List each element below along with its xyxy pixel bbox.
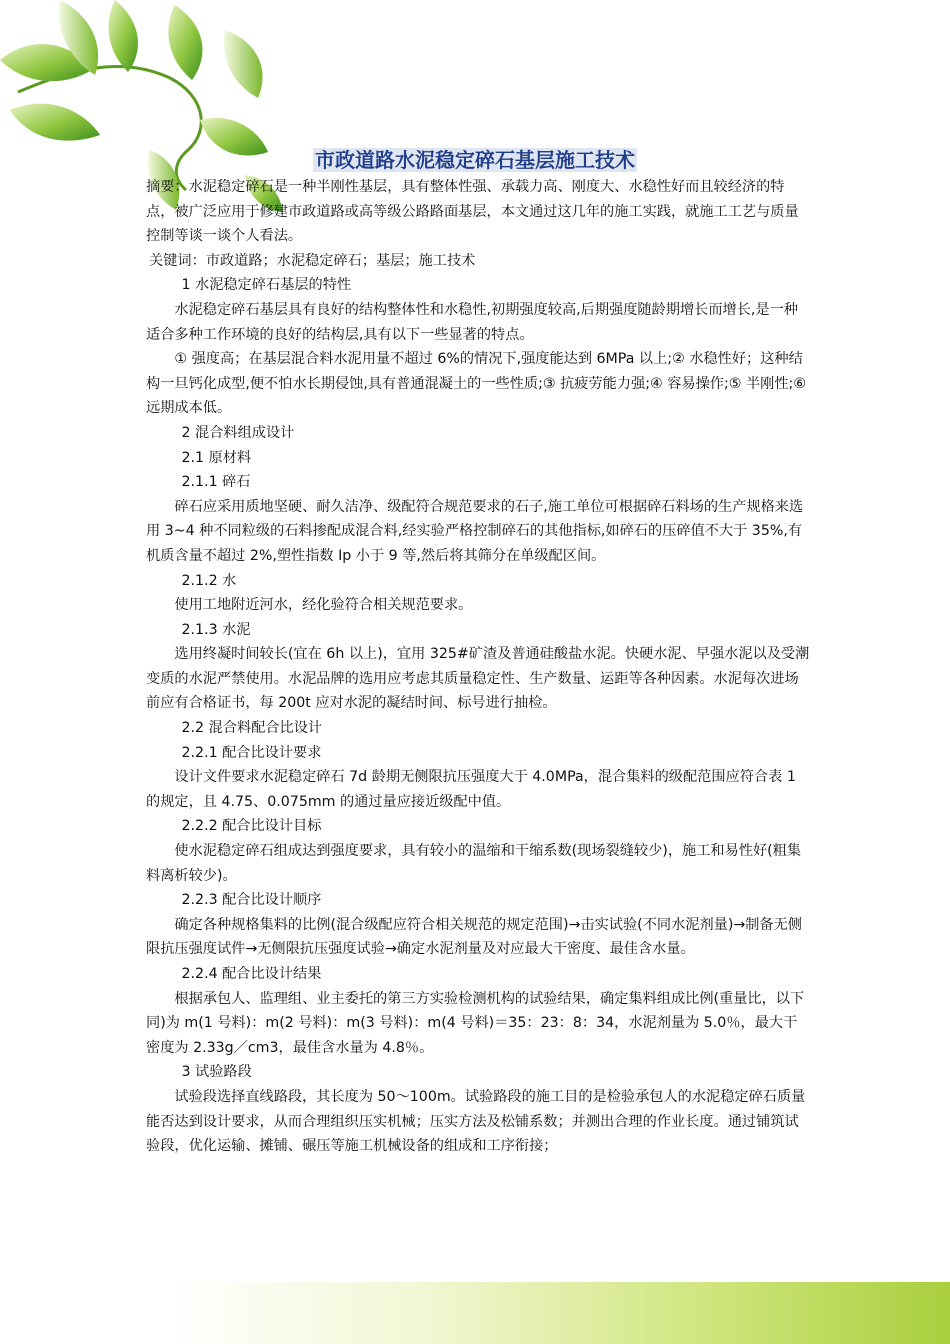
section-heading: 2 混合料组成设计 bbox=[181, 424, 295, 441]
subsection-heading: 2.1.1 碎石 bbox=[181, 474, 251, 491]
subsection-heading: 2.1.2 水 bbox=[181, 572, 237, 589]
leaf-shape bbox=[168, 5, 202, 80]
section-heading: 1 水泥稳定碎石基层的特性 bbox=[181, 277, 352, 294]
leaf-shape bbox=[10, 104, 100, 141]
paragraph: 碎石应采用质地坚硬、耐久洁净、级配符合规范要求的石子,施工单位可根据碎石料场的生产规格来选用 3~4 种不同粒级的石料掺配成混合料,经实验严格控制碎石的其他指标,如碎石的压碎值不大于 35%,有机质含量不超过 2%,塑性指数 Ip 小于 9 等,然后将其筛分在单级配区间。 bbox=[146, 498, 804, 564]
subsection-heading: 2.2.3 配合比设计顺序 bbox=[181, 892, 322, 909]
paragraph: 选用终凝时间较长(宜在 6h 以上)，宜用 325#矿渣及普通硅酸盐水泥。快硬水泥、早强水泥以及受潮变质的水泥严禁使用。水泥品牌的选用应考虑其质量稳定性、生产数量、运距等各种因素。水泥每次进场前应有合格证书，每 200t 应对水泥的凝结时间、标号进行抽检。 bbox=[146, 646, 810, 712]
subsection-heading: 2.1.3 水泥 bbox=[181, 621, 251, 638]
paragraph: 水泥稳定碎石基层具有良好的结构整体性和水稳性,初期强度较高,后期强度随龄期增长而增长,是一种适合多种工作环境的良好的结构层,具有以下一些显著的特点。 bbox=[146, 301, 798, 343]
keywords: 关键词：市政道路；水泥稳定碎石；基层；施工技术 bbox=[149, 252, 476, 269]
paragraph: 使用工地附近河水，经化验符合相关规范要求。 bbox=[174, 597, 473, 614]
paragraph: 使水泥稳定碎石组成达到强度要求，具有较小的温缩和干缩系数(现场裂缝较少)，施工和易性好(粗集料离析较少)。 bbox=[146, 843, 802, 884]
leaf-shape bbox=[224, 30, 263, 98]
paragraph: 试验段选择直线路段，其长度为 50～100m。试验路段的施工目的是检验承包人的水泥稳定碎石质量能否达到设计要求，从而合理组织压实机械；压实方法及松铺系数；并测出合理的作业长度。通过铺筑试验段，优化运输、摊铺、碾压等施工机械设备的组成和工序衔接； bbox=[146, 1088, 806, 1155]
footer-gradient-band bbox=[0, 1282, 950, 1344]
paragraph: ① 强度高；在基层混合料水泥用量不超过 6%的情况下,强度能达到 6MPa 以上;② 水稳性好；这种结构一旦钙化成型,便不怕水长期侵蚀,具有普通混凝土的一些性质;③ 抗疲劳能力强;④ 容易操作;⑤ 半刚性;⑥ 远期成本低。 bbox=[146, 351, 807, 417]
subsection-heading: 2.1 原材料 bbox=[181, 449, 252, 466]
leaf-shape bbox=[109, 0, 138, 72]
abstract: 摘要：水泥稳定碎石是一种半刚性基层，具有整体性强、承载力高、刚度大、水稳性好而且较经济的特点，被广泛应用于修建市政道路或高等级公路路面基层，本文通过这几年的施工实践，就施工工艺与质量控制等谈一谈个人看法。 bbox=[146, 179, 799, 245]
subsection-heading: 2.2.1 配合比设计要求 bbox=[181, 744, 322, 761]
subsection-heading: 2.2.2 配合比设计目标 bbox=[181, 818, 322, 835]
document-title: 市政道路水泥稳定碎石基层施工技术 bbox=[315, 148, 635, 172]
subsection-heading: 2.2 混合料配合比设计 bbox=[181, 720, 323, 737]
paragraph: 根据承包人、监理组、业主委托的第三方实验检测机构的试验结果，确定集料组成比例(重量比，以下同)为 m(1 号料)：m(2 号料)：m(3 号料)：m(4 号料)＝35：23：8：34，水泥剂量为 5.0％，最大干密度为 2.33g／cm3，最佳含水量为 4.8％。 bbox=[146, 990, 805, 1056]
subsection-heading: 2.2.4 配合比设计结果 bbox=[181, 966, 322, 982]
paragraph: 设计文件要求水泥稳定碎石 7d 龄期无侧限抗压强度大于 4.0MPa，混合集料的级配范围应符合表 1 的规定，且 4.75、0.075mm 的通过量应接近级配中值。 bbox=[146, 769, 796, 810]
section-heading: 3 试验路段 bbox=[181, 1064, 252, 1081]
document-body bbox=[146, 175, 810, 1159]
paragraph: 确定各种规格集料的比例(混合级配应符合相关规范的规定范围)→击实试验(不同水泥剂量)→制备无侧限抗压强度试件→无侧限抗压强度试验→确定水泥剂量及对应最大干密度、最佳含水量。 bbox=[146, 916, 802, 958]
